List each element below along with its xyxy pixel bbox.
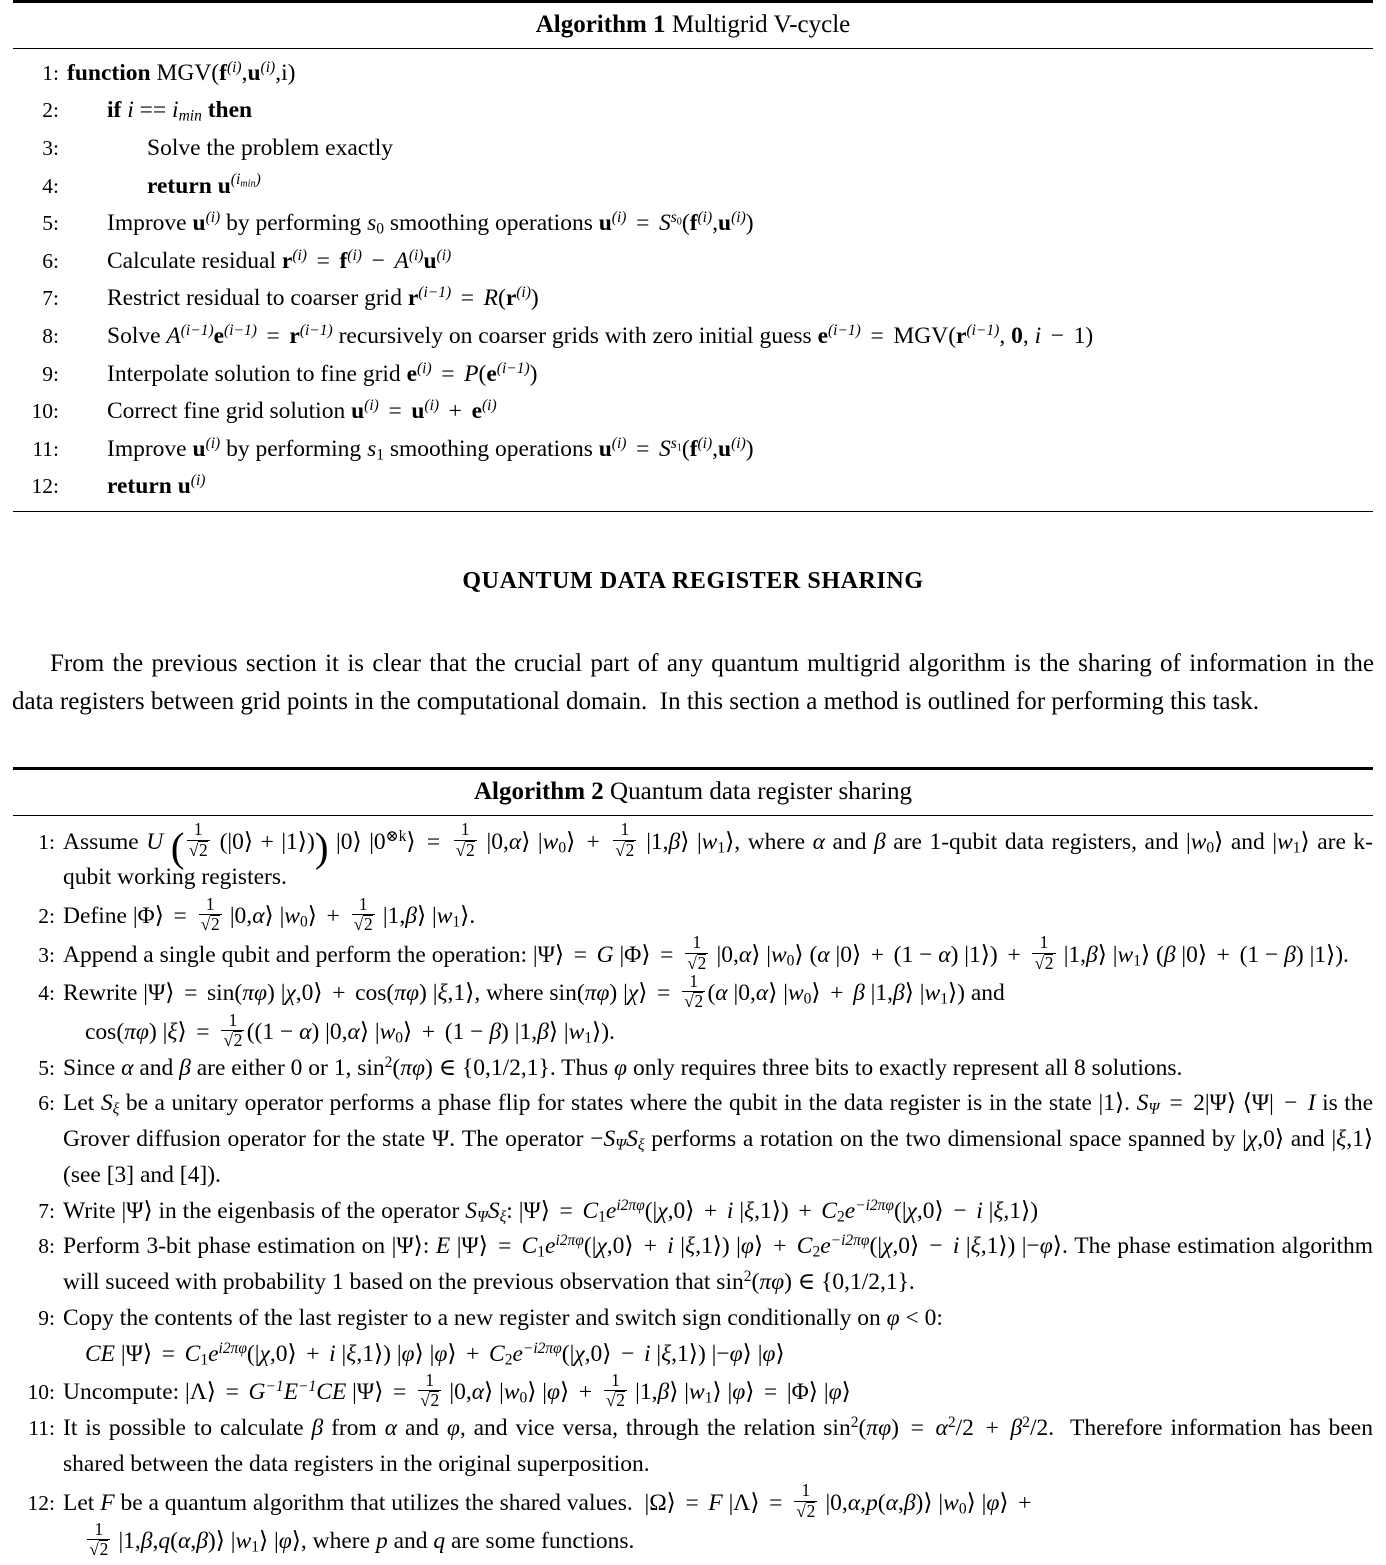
- alg2-caption: [13, 770, 1373, 815]
- text-fragment: are either 0 or 1,: [196, 1054, 352, 1081]
- spacer: [0, 721, 1386, 767]
- alg1-body: [13, 49, 1373, 511]
- text-fragment: smoothing operations: [389, 435, 593, 462]
- text-fragment: and: [970, 980, 1005, 1007]
- line-text: Copy the contents of the last register to a new register and switch sign conditionally on φ < 0: CE |Ψ⟩ = $C_1e^{i2\pi\varphi}(|\chi,0⟩ + i$ |ξ,1⟩) |φ⟩ |φ⟩ + $C_2e^{-i2\pi\varphi}(|\chi,0⟩ - i$ |ξ,1⟩) |−φ⟩ |φ⟩: [63, 1304, 943, 1369]
- alg2-line-11: [13, 1411, 1373, 1483]
- alg1-line-2: [13, 92, 1373, 130]
- alg2-line-10: [13, 1372, 1373, 1411]
- text-fragment: Thus: [561, 1054, 609, 1081]
- algorithm-2-block: [13, 767, 1373, 1565]
- keyword-then: then: [207, 97, 253, 124]
- text-fragment: Write: [63, 1197, 116, 1224]
- line-number: 9:: [38, 1305, 55, 1330]
- line-text: Since α and β are either 0 or 1, $\sin^2(\pi\varphi)$ ∈ {0,1/2,1}. Thus φ only requires three bits to exactly represent all 8 solutions.: [63, 1053, 1183, 1081]
- line-text: Correct fine grid solution $u^{(i)} = u^{(i)} + e^{(i)}$: [107, 397, 497, 425]
- text-fragment: and: [404, 1415, 439, 1442]
- text-fragment: Restrict residual to coarser grid: [107, 285, 402, 312]
- alg1-line-4: [13, 168, 1373, 206]
- text-fragment: and: [393, 1528, 428, 1555]
- alg1-caption-label: Algorithm 1: [535, 11, 666, 38]
- text-fragment: Interpolate solution to fine grid: [107, 360, 401, 387]
- line-text: Let $S_\xi$ be a unitary operator performs a phase flip for states where the qubit in the data register is in the state |1⟩. $S_\Psi$ = 2|Ψ⟩ ⟨Ψ| − I is the Grover diffusion operator for the state Ψ. The operator $-S_\Psi S_\xi$ performs a rotation on the two dimensional space spanned by |χ,0⟩ and |ξ,1⟩ (see [3] and [4]).: [63, 1090, 1374, 1188]
- text-fragment: Therefore information has been shared between the data registers in the original superposition.: [63, 1415, 1373, 1477]
- alg2-caption-title: Quantum data register sharing: [610, 777, 913, 805]
- line-text: Interpolate solution to fine grid $e^{(i)} = P(e^{(i-1)})$: [107, 359, 538, 387]
- algorithm-1-block: [13, 0, 1373, 512]
- alg2-line-9: [13, 1301, 1373, 1373]
- alg2-line-6: [13, 1086, 1373, 1193]
- line-number: 11:: [28, 1416, 55, 1441]
- text-fragment: where: [486, 980, 544, 1007]
- alg2-line-3: [13, 935, 1373, 974]
- section-paragraph: [12, 645, 1374, 721]
- text-fragment: by performing: [226, 435, 362, 462]
- alg1-line-12: [13, 468, 1373, 506]
- text-fragment: Improve: [107, 435, 187, 462]
- paragraph-sentence-2: In this section a method is outlined for performing this task.: [659, 687, 1259, 715]
- line-text: Let F be a quantum algorithm that utilizes the shared values. |Ω⟩ = F |Λ⟩ = $\frac{1}{√2}$ |0,α,p(α,β)⟩ $|w_0⟩$ |φ⟩ + $\frac{1}{√2}$ |1,β,q(α,β)⟩ $|w_1⟩$ |φ⟩, where p and q are some functions.: [63, 1481, 1032, 1560]
- text-fragment: and: [1290, 1126, 1325, 1153]
- alg1-caption-title: Multigrid V-cycle: [671, 11, 851, 38]
- line-number: 6:: [38, 1091, 55, 1116]
- text-fragment: be a quantum algorithm that utilizes the shared values.: [120, 1489, 633, 1516]
- spacer: [0, 512, 1386, 568]
- alg1-line-11: [13, 431, 1373, 469]
- alg1-line-9: [13, 356, 1373, 394]
- alg1-line-8: [13, 318, 1373, 356]
- line-text: Write |Ψ⟩ in the eigenbasis of the operator $S_\Psi S_\xi$: |Ψ⟩ = $C_1e^{i2\pi\varphi}(|\chi,0⟩ + i$ |ξ,1⟩) + $C_2e^{-i2\pi\varphi}(|\chi,0⟩ - i$ |ξ,1⟩): [63, 1196, 1039, 1226]
- alg1-caption: [13, 3, 1373, 48]
- line-text: return $u^{(i_{min})}$: [147, 171, 261, 199]
- text-fragment: Define: [63, 902, 127, 929]
- line-number: 8:: [42, 323, 59, 348]
- alg1-line-3: [13, 130, 1373, 168]
- line-number: 10:: [31, 399, 59, 424]
- text-fragment: Since: [63, 1054, 116, 1081]
- text-fragment: It is possible to calculate: [63, 1415, 304, 1442]
- text-fragment: Append a single qubit and perform the operation:: [63, 941, 527, 968]
- text-fragment: The operator: [461, 1126, 584, 1153]
- line-text: Append a single qubit and perform the operation: |Ψ⟩ = G |Φ⟩ = $\frac{1}{√2}$ |0,α⟩ $|w_0⟩$ (α |0⟩ + (1 − α) |1⟩) + $\frac{1}{√2}$ |1,β⟩ $|w_1⟩$ (β |0⟩ + (1 − β) |1⟩).: [63, 933, 1349, 973]
- text-fragment: where: [747, 828, 806, 855]
- text-fragment: Correct fine grid solution: [107, 398, 346, 425]
- text-fragment: smoothing operations: [389, 210, 593, 237]
- line-text: if $i == i_{min}$ then: [107, 97, 253, 125]
- alg2-line-8: [13, 1229, 1373, 1301]
- alg2-body: [13, 816, 1373, 1565]
- keyword-return: return: [107, 473, 172, 500]
- text-fragment: Calculate residual: [107, 247, 276, 274]
- text-fragment: only requires three bits to exactly represent all 8 solutions.: [632, 1054, 1183, 1081]
- line-number: 6:: [42, 248, 59, 273]
- keyword-if: if: [107, 97, 122, 124]
- line-number: 12:: [27, 1490, 55, 1515]
- text-fragment: Solve: [107, 322, 161, 349]
- text-fragment: Improve: [107, 210, 187, 237]
- text-fragment: be a unitary operator performs a phase flip for states where the qubit in the data register is in the state: [125, 1090, 1092, 1117]
- text-fragment: The phase estimation algorithm will suceed with probability 1 based on the previous observation that: [63, 1233, 1374, 1296]
- alg2-line-2: [13, 896, 1373, 935]
- line-number: 9:: [42, 361, 59, 386]
- line-text: Improve $u^{(i)}$ by performing $s_1$ smoothing operations $u^{(i)} = S^{s_1}(f^{(i)},u^{(i)})$: [107, 434, 754, 464]
- text-fragment: Rewrite: [63, 980, 138, 1007]
- alg2-line-4: [13, 973, 1373, 1050]
- text-fragment: is the Grover diffusion operator for the state: [63, 1090, 1373, 1153]
- text-fragment: by performing: [226, 210, 362, 237]
- line-text: return $u^{(i)}$: [107, 472, 206, 500]
- text-fragment: and: [139, 1054, 174, 1081]
- line-number: 10:: [27, 1380, 55, 1405]
- alg1-line-7: [13, 280, 1373, 318]
- line-number: 7:: [38, 1198, 55, 1223]
- text-fragment: Let: [63, 1090, 95, 1117]
- line-text: Improve $u^{(i)}$ by performing $s_0$ smoothing operations $u^{(i)} = S^{s_0}(f^{(i)},u^{(i)})$: [107, 209, 754, 238]
- line-number: 3:: [42, 135, 59, 160]
- text-fragment: Copy the contents of the last register to a new register and switch sign conditionally on: [63, 1304, 881, 1331]
- line-number: 2:: [38, 903, 55, 928]
- text-fragment: and vice versa, through the relation: [473, 1415, 816, 1442]
- line-text: Perform 3-bit phase estimation on |Ψ⟩: E |Ψ⟩ = $C_1e^{i2\pi\varphi}(|\chi,0⟩ + i$ |ξ,1⟩) |φ⟩ + $C_2e^{-i2\pi\varphi}(|\chi,0⟩ - i$ |ξ,1⟩) |−φ⟩. The phase estimation algorithm will suceed with probability 1 based on the previous observation that $\sin^2(\pi\varphi)$ ∈ {0,1/2,1}.: [63, 1232, 1374, 1296]
- line-number: 7:: [42, 286, 59, 311]
- alg1-line-10: [13, 393, 1373, 431]
- line-number: 2:: [42, 98, 59, 123]
- text-fragment: (see [3] and [4]).: [63, 1161, 221, 1188]
- alg2-line-1: [13, 822, 1373, 896]
- text-fragment: are some functions.: [451, 1528, 635, 1555]
- text-fragment: are 1-qubit data registers, and: [893, 828, 1179, 855]
- line-number: 4:: [42, 173, 59, 198]
- line-text: Uncompute: |Λ⟩ = $G^{-1}E^{-1}CE$ |Ψ⟩ = $\frac{1}{√2}$ |0,α⟩ $|w_0⟩$ |φ⟩ + $\frac{1}{√2}$ |1,β⟩ $|w_1⟩$ |φ⟩ = |Φ⟩ |φ⟩: [63, 1371, 851, 1411]
- keyword-return: return: [147, 172, 212, 199]
- line-text: function $MGV(f^{(i)},u^{(i)},i)$: [67, 58, 296, 86]
- line-text: Solve the problem exactly: [147, 134, 394, 161]
- alg2-line-5: [13, 1051, 1373, 1087]
- line-text: Calculate residual $r^{(i)} = f^{(i)} - A^{(i)}u^{(i)}$: [107, 246, 452, 274]
- line-number: 5:: [42, 211, 59, 236]
- line-text: Assume U ( $\frac{1}{√2}$ (|0⟩ + |1⟩)) |0⟩ $|0^{\otimes k}⟩$ = $\frac{1}{√2}$ |0,α⟩ $|w_0⟩$ + $\frac{1}{√2}$ |1,β⟩ $|w_1⟩$, where α and β are 1-qubit data registers, and $|w_0⟩$ and $|w_1⟩$ are k-qubit working registers.: [63, 820, 1373, 891]
- text-fragment: Uncompute:: [63, 1379, 180, 1406]
- text-fragment: Perform 3-bit phase estimation on: [63, 1233, 386, 1260]
- alg2-line-12: [13, 1483, 1373, 1560]
- alg1-line-1: [13, 55, 1373, 93]
- spacer: [0, 595, 1386, 645]
- text-fragment: Assume: [63, 828, 139, 855]
- line-number: 12:: [31, 474, 59, 499]
- text-fragment: in the eigenbasis of the operator: [158, 1197, 460, 1224]
- line-number: 4:: [38, 981, 55, 1006]
- alg1-line-5: [13, 205, 1373, 243]
- text-fragment: from: [331, 1415, 377, 1442]
- line-text: Solve $A^{(i-1)}e^{(i-1)} = r^{(i-1)}$ recursively on coarser grids with zero initial guess $e^{(i-1)} = MGV(r^{(i-1)}$, 0, i − 1): [107, 321, 1094, 349]
- line-number: 8:: [38, 1234, 55, 1259]
- section-heading: QUANTUM DATA REGISTER SHARING: [462, 567, 924, 594]
- alg2-line-7: [13, 1194, 1373, 1230]
- text-fragment: where: [312, 1528, 371, 1555]
- text-fragment: and: [1230, 828, 1265, 855]
- line-text: Define |Φ⟩ = $\frac{1}{√2}$ |0,α⟩ $|w_0⟩$ + $\frac{1}{√2}$ |1,β⟩ $|w_1⟩$.: [63, 894, 476, 934]
- text-fragment: and: [832, 828, 867, 855]
- text-fragment: Let: [63, 1489, 95, 1516]
- line-number: 3:: [38, 942, 55, 967]
- line-text: Restrict residual to coarser grid $r^{(i-1)} = R(r^{(i)})$: [107, 284, 539, 312]
- text-fragment: recursively on coarser grids with zero initial guess: [338, 322, 812, 349]
- line-text: Rewrite |Ψ⟩ = sin(πφ) |χ,0⟩ + cos(πφ) |ξ,1⟩, where sin(πφ) |χ⟩ = $\frac{1}{√2}$ (α |0,α⟩ $|w_0⟩ + \beta$ |1,β⟩ $|w_1⟩$) and cos(πφ) |ξ⟩ = $\frac{1}{√2}$ ((1 − α) |0,α⟩ $|w_0⟩ + (1 - \beta)$ |1,β⟩ $|w_1⟩$).: [63, 972, 1005, 1050]
- line-number: 11:: [32, 436, 59, 461]
- text-fragment: are k-qubit working registers.: [63, 828, 1373, 891]
- line-text: It is possible to calculate β from α and φ, and vice versa, through the relation $\sin^2(\pi\varphi) = \alpha^2/2 + \beta^2/2$. Therefore information has been shared between the data registers in the original superposition.: [63, 1414, 1373, 1477]
- line-number: 1:: [38, 829, 55, 854]
- line-number: 1:: [42, 60, 59, 85]
- paragraph-sentence-1: From the previous section it is clear that the crucial part of any quantum multigrid algorithm is the sharing of information in the data registers between grid points in the computational domain.: [12, 649, 1374, 715]
- line-number: 5:: [38, 1055, 55, 1080]
- keyword-function: function: [67, 59, 151, 86]
- text-fragment: performs a rotation on the two dimensional space spanned by: [651, 1126, 1236, 1153]
- alg1-line-6: [13, 243, 1373, 281]
- alg2-caption-label: Algorithm 2: [473, 777, 604, 805]
